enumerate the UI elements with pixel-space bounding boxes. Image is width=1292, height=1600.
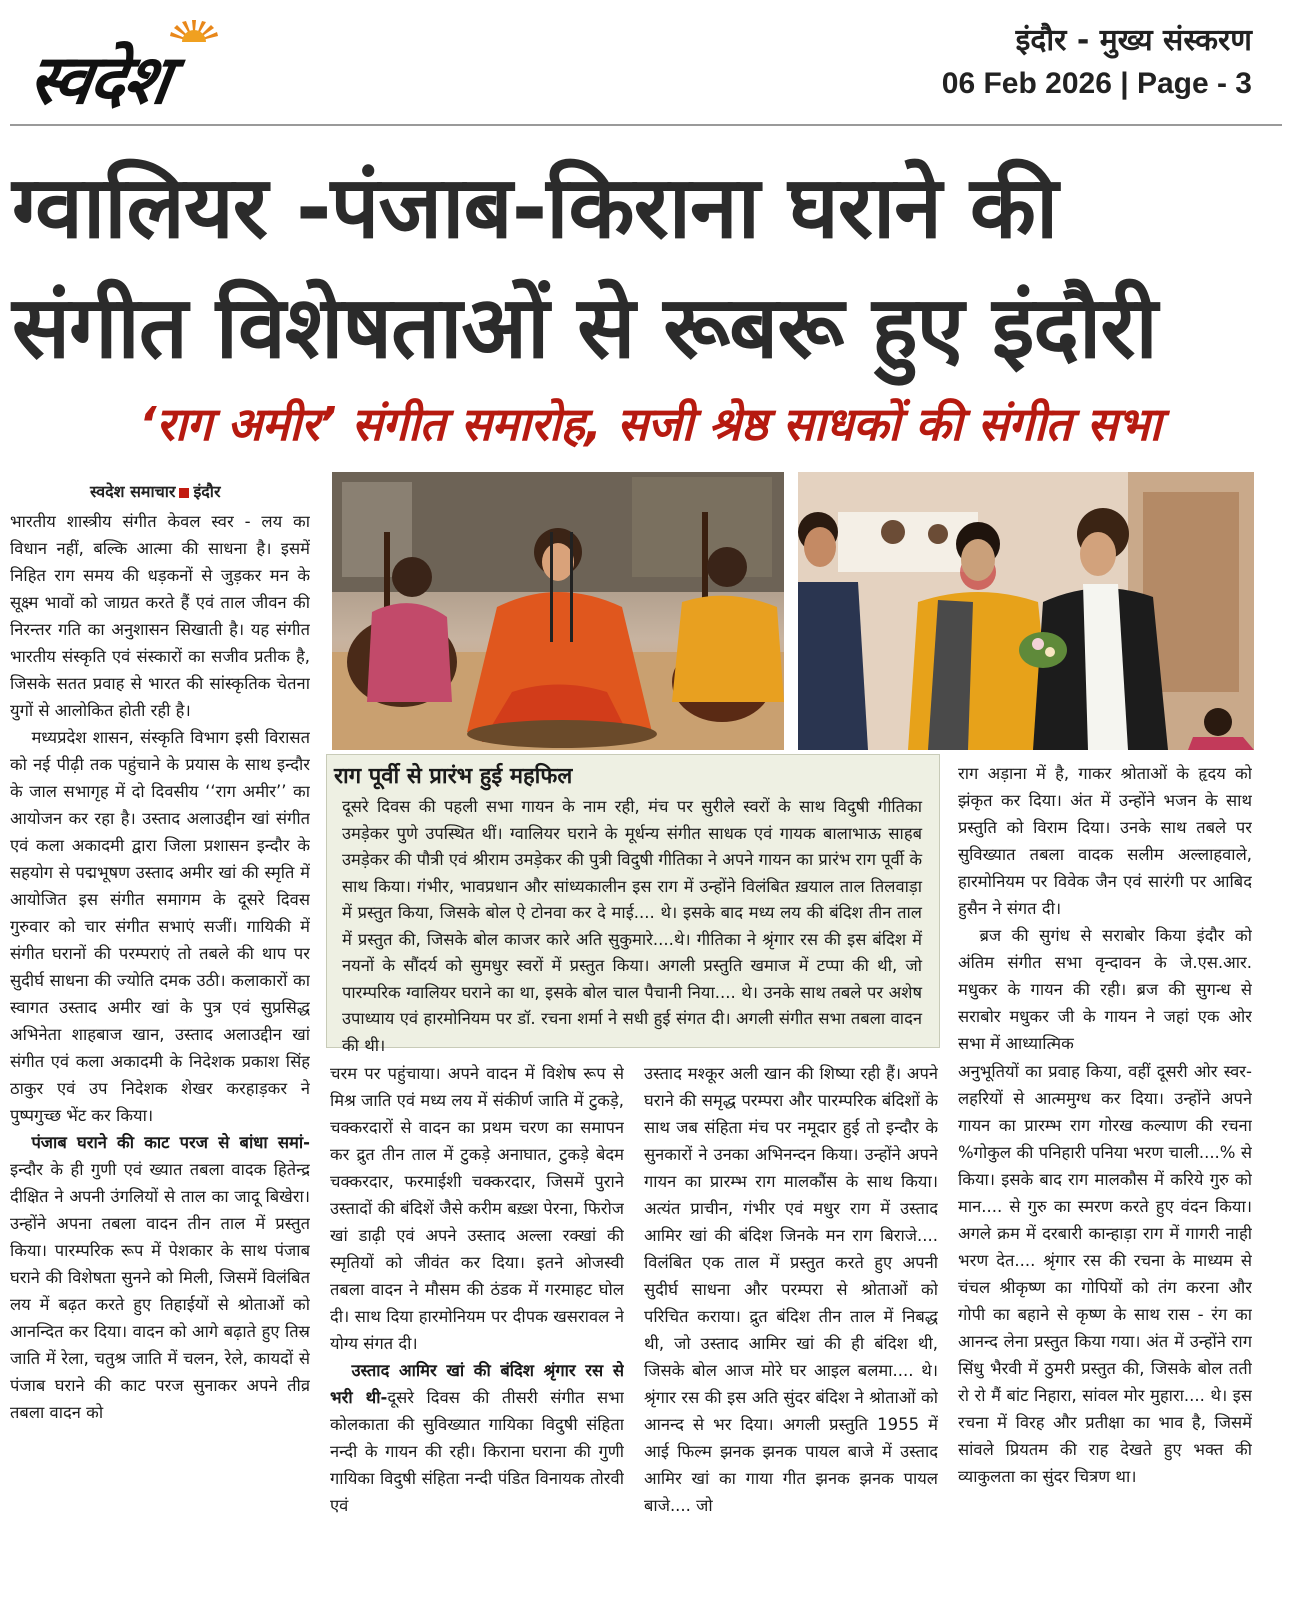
headline-line-2: संगीत विशेषताओं से रूबरू हुए इंदौरी (12, 278, 1157, 378)
article-column-4 (958, 1058, 1252, 1595)
headline (12, 148, 1282, 388)
sidebar-box-title: राग पूर्वी से प्रारंभ हुई महफिल (334, 764, 573, 789)
masthead (0, 0, 1292, 118)
edition-info (942, 20, 1252, 104)
article-column-2 (330, 1060, 624, 1595)
col2-paragraph-2 (330, 1357, 624, 1519)
headline-line-1: ग्वालियर -पंजाब-किराना घराने की (12, 158, 1058, 258)
date-page: 06 Feb 2026 | Page - 3 (941, 67, 1252, 100)
sidebar-box-text (342, 794, 922, 1059)
sidebar-box-paragraph: दूसरे दिवस की पहली सभा गायन के नाम रही, मंच पर सुरीले स्वरों के साथ विदुषी गीतिका उमड़ेकर पुणे उपस्थित थीं। ग्वालियर घराने के मूर्धन्य संगीत साधक एवं गायक बालाभाऊ साहब उमड़ेकर की पौत्री एवं श्रीराम उमड़ेकर की पुत्री विदुषी गीतिका ने अपने गायन का प्रारंभ राग पूर्वी के साथ किया। गंभीर, भावप्रधान और सांध्यकालीन इस राग में उन्होंने विलंबित ख़याल ताल तिलवाड़ा में प्रस्तुत किया, जिसके बोल ऐ टोनवा कर दे माई.... थे। इसके बाद मध्य लय की बंदिश तीन ताल में प्रस्तुत की, जिसके बोल काजर कारे अति सुकुमारे....थे। गीतिका ने श्रृंगार रस की इस बंदिश में नयनों के सौंदर्य को सुमधुर स्वरों में प्रस्तुत किया। अगली प्रस्तुति खमाज में टप्पा की थी, जो पारम्परिक ग्वालियर घराने का था, इसके बोल चाल पैचानी निया.... थे। उनके साथ तबले पर अशेष उपाध्याय एवं हारमोनियम पर डॉ. रचना शर्मा ने सधी हुई संगत दी। अगली संगीत सभा तबला वादन की थी। (342, 797, 922, 1055)
col1-paragraph-2: मध्यप्रदेश शासन, संस्कृति विभाग इसी विरासत को नई पीढ़ी तक पहुंचाने के प्रयास के साथ इन्दौर के जाल सभागृह में दो दिवसीय ‘‘राग अमीर’’ का आयोजन कर रहा है। उस्ताद अलाउद्दीन खां संगीत एवं कला अकादमी द्वारा जिला प्रशासन इन्दौर के सहयोग से पद्मभूषण उस्ताद अमीर खां की स्मृति में आयोजित इस संगीत समागम के दूसरे दिवस गुरुवार को चार संगीत सभाएं सजीं। गायिकी में संगीत घरानों की परम्पराएं तो तबले की थाप पर सुदीर्घ साधना की ज्योति दमक उठी। कलाकारों का स्वागत उस्ताद अमीर खां के पुत्र एवं सुप्रसिद्ध अभिनेता शाहबाज खान, उस्ताद अलाउद्दीन खां संगीत एवं कला अकादमी के निदेशक प्रकाश सिंह ठाकुर एवं उप निदेशक शेखर करहाड़कर ने पुष्पगुच्छ भेंट कर किया। (10, 728, 310, 1125)
col1-paragraph-3-text: इन्दौर के ही गुणी एवं ख्यात तबला वादक हितेन्द्र दीक्षित ने अपनी उंगलियों से ताल का जादू बिखेरा। उन्होंने अपना तबला वादन तीन ताल में प्रस्तुत किया। पारम्परिक रूप में पेशकार के साथ पंजाब घराने की विशेषता सुनने को मिली, जिसमें विलंबित लय में बढ़त करते हुए तिहाईयों से श्रोताओं को आनन्दित कर दिया। वादन को आगे बढ़ाते हुए तिस्र जाति में रेला, चतुश्र जाति में चलन, रेले, कायदों से पंजाब घराने की काट परज सुनाकर अपने तीव्र तबला वादन को (10, 1160, 310, 1422)
col3-paragraph-1: उस्ताद मश्कूर अली खान की शिष्या रही हैं। अपने घराने की समृद्ध परम्परा और पारम्परिक बंदिशों के साथ जब संहिता मंच पर नमूदार हुई तो इन्दौर के सुनकारों ने उनका अभिनन्दन किया। उन्होंने अपने गायन का प्रारम्भ राग मालकौंस के साथ किया। अत्यंत प्राचीन, गंभीर एवं मधुर राग में उस्ताद आमिर खां की बंदिश जिनके मन राग बिराजे.... विलंबित एक ताल में प्रस्तुत करते हुए अपनी सुदीर्घ साधना और परम्परा से श्रोताओं को परिचित कराया। द्रुत बंदिश तीन ताल में निबद्ध थी, जो उस्ताद आमिर खां की ही बंदिश थी, जिसके बोल आज मोरे घर आइल बलमा.... थे। श्रृंगार रस की इस अति सुंदर बंदिश ने श्रोताओं को आनन्द से भर दिया। अगली प्रस्तुति 1955 में आई फिल्म झनक झनक पायल बाजे में उस्ताद आमिर खां का गाया गीत झनक झनक पायल बाजे.... जो (644, 1064, 938, 1515)
col4top-paragraph-1: राग अड़ाना में है, गाकर श्रोताओं के हृदय को झंकृत कर दिया। अंत में उन्होंने भजन के साथ प्रस्तुति को विराम दिया। उनके साथ तबले पर सुविख्यात तबला वादक सलीम अल्लाहवाले, हारमोनियम पर विवेक जैन एवं सारंगी पर आबिद हुसैन ने संगत दी। (958, 764, 1252, 918)
edition-name: इंदौर - मुख्य संस्करण (1015, 23, 1252, 58)
col1-paragraph-1: भारतीय शास्त्रीय संगीत केवल स्वर - लय का विधान नहीं, बल्कि आत्मा की साधना है। इसमें निहित राग समय की धड़कनों से जुड़कर मन के सूक्ष्म भावों को जाग्रत करते हैं एवं ताल जीवन की निरन्तर गति का अनुशासन सिखाती है। यह संगीत भारतीय संस्कृति एवं संस्कारों का सजीव प्रतीक है, जिसके सतत प्रवाह से भारत की सांस्कृतिक चेतना युगों से आलोकित होती रही है। (10, 512, 310, 720)
sun-rays-icon (168, 16, 220, 42)
col2-paragraph-2-text: दूसरे दिवस की तीसरी संगीत सभा कोलकाता की सुविख्यात गायिका विदुषी संहिता नन्दी के गायन की रही। किराना घराना की गुणी गायिका विदुषी संहिता नन्दी पंडित विनायक तोरवी एवं (330, 1388, 624, 1515)
article-column-3 (644, 1060, 938, 1595)
masthead-divider (10, 124, 1282, 126)
article-column-1 (10, 508, 310, 1593)
col2-paragraph-1: चरम पर पहुंचाया। अपने वादन में विशेष रूप से मिश्र जाति एवं मध्य लय में संकीर्ण जाति में टुकड़े, चक्करदारों से वादन का प्रथम चरण का समापन कर द्रुत तीन ताल में टुकड़े अनाघात, टुकड़े बेदम चक्करदार, फरमाईशी चक्करदार, जिसमें पुराने उस्तादों की बंदिशें जैसे करीम बख़्श पेरना, फिरोज खां डाढ़ी एवं अपने उस्ताद अल्ला रक्खां की स्मृतियों को जीवंत कर दिया। इतने ओजस्वी तबला वादन ने मौसम की ठंडक में गरमाहट घोल दी। साथ दिया हारमोनियम पर दीपक खसरावल ने योग्य संगत दी। (330, 1064, 624, 1353)
col4top-paragraph-2: ब्रज की सुगंध से सराबोर किया इंदौर को अंतिम संगीत सभा वृन्दावन के जे.एस.आर. मधुकर के गायन की रही। ब्रज की सुगन्ध से सराबोर मधुकर जी के गायन ने जहां एक ओर सभा में आध्यात्मिक (958, 926, 1252, 1053)
article-column-4-top (958, 760, 1252, 1055)
felicitation-illustration (798, 472, 1254, 750)
photo-felicitation (798, 472, 1254, 750)
col1-subhead: पंजाब घराने की काट परज से बांधा समां- (31, 1133, 310, 1152)
col4-paragraph-1: अनुभूतियों का प्रवाह किया, वहीं दूसरी ओर स्वर-लहरियों से आत्ममुग्ध कर दिया। उन्होंने अपने गायन का प्रारम्भ राग गोरख कल्याण की रचना %गोकुल की पनिहारी पनिया भरण चाली....% से किया। इसके बाद राग मालकौस में करिये गुरु को मान.... से गुरु का स्मरण करते हुए वंदन किया। अगले क्रम में दरबारी कान्हाड़ा राग में गागरी नाही भरण देत.... श्रृंगार रस की रचना के माध्यम से चंचल श्रीकृष्ण का गोपियों को तंग करना और गोपी का बहाने से कृष्ण के साथ रास - रंग का आनन्द लेना प्रस्तुत किया गया। अंत में उन्होंने राग सिंधु भैरवी में ठुमरी प्रस्तुत की, जिसके बोल तती रो रो मैं बांट निहारा, सांवल मोर मुहारा.... थे। इस रचना में विरह और प्रतीक्षा का भाव है, जिसमें सांवले प्रियतम की राह देखते हुए भक्त की व्याकुलता का सुंदर चित्रण था। (958, 1062, 1252, 1486)
byline-square-icon (179, 488, 189, 498)
col2-subhead: उस्ताद आमिर खां की बंदिश श्रृंगार रस से भरी थी- (330, 1361, 624, 1407)
byline-city: इंदौर (193, 482, 221, 501)
photo-stage-performance (332, 472, 784, 750)
col1-paragraph-3 (10, 1129, 310, 1426)
stage-performance-illustration (332, 472, 784, 750)
byline (90, 480, 221, 502)
subheadline: ‘राग अमीर’ संगीत समारोह, सजी श्रेष्ठ साधकों की संगीत सभा (139, 397, 1161, 451)
byline-source: स्वदेश समाचार (90, 482, 176, 501)
logo-text: स्वदेश (23, 41, 174, 120)
newspaper-logo (20, 8, 320, 118)
